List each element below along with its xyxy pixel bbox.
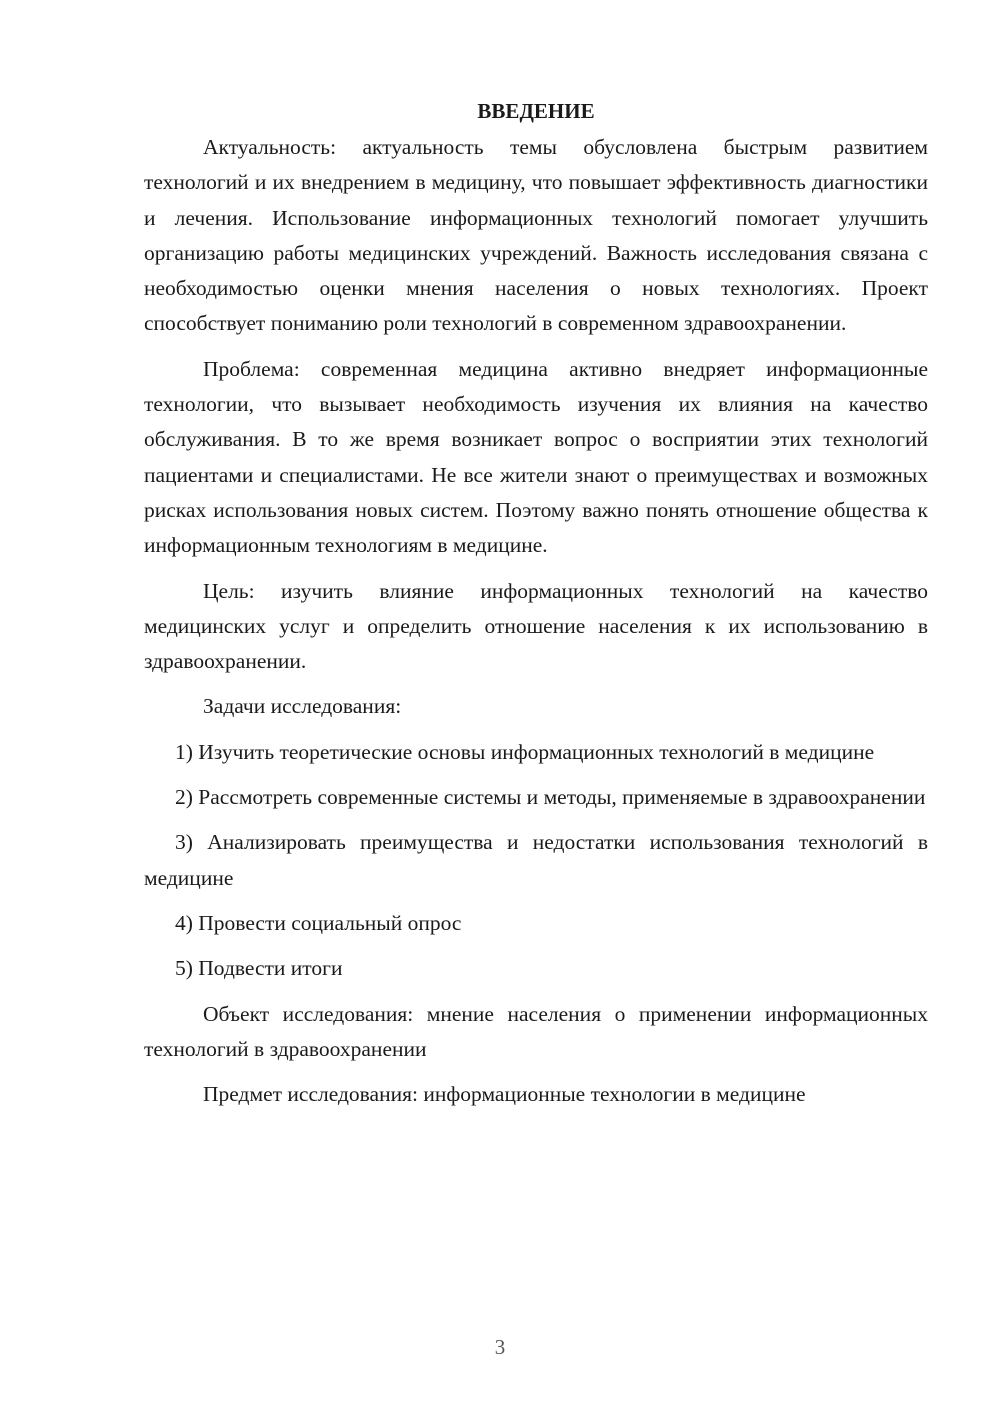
task-item-3: 3) Анализировать преимущества и недостатки использования технологий в медицине	[144, 830, 928, 890]
paragraph-problem: Проблема: современная медицина активно внедряет информационные технологии, что вызывает необходимость изучения их влияния на качество обслуживания. В то же время возникает вопрос о восприятии этих технологий пациентами и специалистами. Не все жители знают о преимуществах и возможных рисках использования новых систем. Поэтому важно понять отношение общества к информационным технологиям в медицине.	[144, 356, 928, 558]
tasks-heading: Задачи исследования:	[203, 694, 402, 719]
page-content	[144, 96, 928, 1122]
page-number: 3	[494, 1335, 506, 1359]
task-item-1: 1) Изучить теоретические основы информационных технологий в медицине	[175, 739, 875, 764]
paragraph-relevance: Актуальность: актуальность темы обусловлена быстрым развитием технологий и их внедрением в медицину, что повышает эффективность диагностики и лечения. Использование информационных технологий помогает улучшить организацию работы медицинских учреждений. Важность исследования связана с необходимостью оценки мнения населения о новых технологиях. Проект способствует пониманию роли технологий в современном здравоохранении.	[144, 135, 928, 336]
paragraph-object: Объект исследования: мнение населения о применении информационных технологий в здравоохранении	[144, 1001, 928, 1061]
paragraph-subject: Предмет исследования: информационные технологии в медицине	[203, 1082, 806, 1107]
paragraph-goal: Цель: изучить влияние информационных технологий на качество медицинских услуг и определить отношение населения к их использованию в здравоохранении.	[144, 578, 928, 674]
section-title: ВВЕДЕНИЕ	[477, 99, 595, 123]
task-item-5: 5) Подвести итоги	[175, 956, 343, 981]
task-item-2: 2) Рассмотреть современные системы и методы, применяемые в здравоохранении	[175, 785, 926, 810]
task-item-4: 4) Провести социальный опрос	[175, 910, 462, 935]
